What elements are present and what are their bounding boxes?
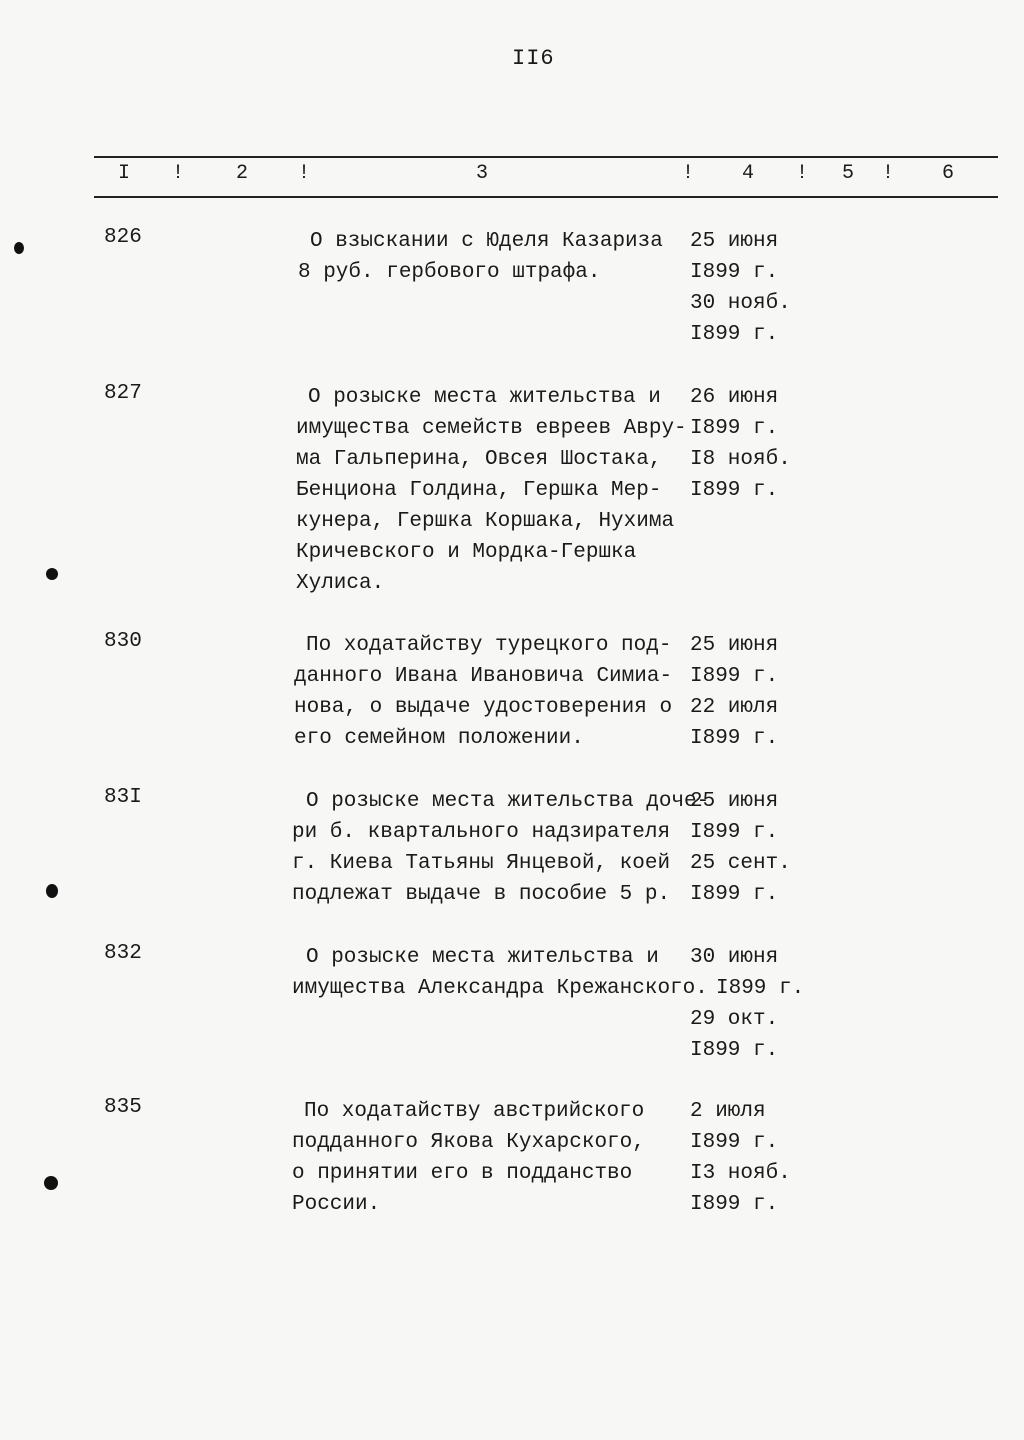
description-line: его семейном положении. [294, 727, 584, 750]
date-line: 22 июля [690, 696, 779, 719]
column-separator: ! [882, 162, 895, 185]
description-line: имущества семейств евреев Авру- [296, 417, 687, 440]
description-line: о принятии его в подданство [292, 1162, 633, 1185]
column-separator: ! [172, 162, 185, 185]
date-line: 25 июня [690, 634, 779, 657]
description-line: О взыскании с Юделя Казариза [310, 230, 663, 253]
date-line: I899 г. [690, 417, 779, 440]
description-line: России. [292, 1193, 381, 1216]
date-line: I899 г. [690, 1039, 779, 1062]
column-header-2: 2 [236, 162, 249, 185]
description-line: По ходатайству турецкого под- [306, 634, 672, 657]
entry-description [292, 382, 692, 599]
description-line: нова, о выдаче удостоверения о [294, 696, 673, 719]
column-header-5: 5 [842, 162, 855, 185]
date-line: I8 нояб. [690, 448, 791, 471]
date-line: I899 г. [690, 821, 779, 844]
binder-hole-mark [46, 884, 58, 898]
date-line: I899 г. [690, 479, 779, 502]
column-header-1: I [118, 162, 131, 185]
entry-description [292, 226, 692, 288]
date-line: I899 г. [690, 1193, 779, 1216]
date-line: 30 июня [690, 946, 779, 969]
date-line: I899 г. [690, 883, 779, 906]
description-line: данного Ивана Ивановича Симиа- [294, 665, 673, 688]
description-line: Кричевского и Мордка-Гершка [296, 541, 637, 564]
entry-dates [690, 382, 830, 506]
description-line: подданного Якова Кухарского, [292, 1131, 645, 1154]
binder-hole-mark [44, 1176, 58, 1190]
date-line: I899 г. [690, 665, 779, 688]
entry-description [292, 1096, 692, 1220]
binder-hole-mark [46, 568, 58, 580]
date-line: 25 июня [690, 230, 779, 253]
date-line: I899 г. [690, 261, 779, 284]
description-line: О розыске места жительства и [306, 946, 659, 969]
date-line: 25 июня [690, 790, 779, 813]
column-header-4: 4 [742, 162, 755, 185]
description-line: г. Киева Татьяны Янцевой, коей [292, 852, 671, 875]
description-line: По ходатайству австрийского [304, 1100, 645, 1123]
entry-number: 827 [104, 382, 142, 405]
date-line: 25 сент. [690, 852, 791, 875]
entry-dates [690, 226, 830, 350]
date-line: I3 нояб. [690, 1162, 791, 1185]
entry-number: 832 [104, 942, 142, 965]
description-line: ма Гальперина, Овсея Шостака, [296, 448, 662, 471]
entry-dates [690, 942, 830, 1066]
date-line: 2 июля [690, 1100, 766, 1123]
entry-description [292, 630, 692, 754]
date-line: I899 г. [716, 977, 805, 1000]
entry-dates [690, 786, 830, 910]
header-bottom-rule [94, 196, 998, 198]
header-top-rule [94, 156, 998, 158]
description-line: 8 руб. гербового штрафа. [298, 261, 601, 284]
description-line: О розыске места жительства и [308, 386, 661, 409]
page-number: II6 [512, 46, 555, 71]
column-header-3: 3 [476, 162, 489, 185]
entry-number: 83I [104, 786, 142, 809]
entry-description [292, 786, 710, 910]
entry-number: 830 [104, 630, 142, 653]
binder-hole-mark [14, 242, 24, 254]
description-line: Хулиса. [296, 572, 385, 595]
description-line: кунера, Гершка Коршака, Нухима [296, 510, 675, 533]
entry-dates [690, 630, 830, 754]
column-header-6: 6 [942, 162, 955, 185]
date-line: I899 г. [690, 323, 779, 346]
date-line: I899 г. [690, 727, 779, 750]
description-line: имущества Александра Крежанского. [292, 977, 708, 1000]
entry-dates [690, 1096, 830, 1220]
entry-number: 826 [104, 226, 142, 249]
column-separator: ! [796, 162, 809, 185]
date-line: I899 г. [690, 1131, 779, 1154]
date-line: 29 окт. [690, 1008, 779, 1031]
column-separator: ! [298, 162, 311, 185]
description-line: ри б. квартального надзирателя [292, 821, 671, 844]
date-line: 26 июня [690, 386, 779, 409]
description-line: О розыске места жительства доче- [306, 790, 710, 813]
entry-description [292, 942, 708, 1004]
description-line: подлежат выдаче в пособие 5 р. [292, 883, 671, 906]
column-separator: ! [682, 162, 695, 185]
description-line: Бенциона Голдина, Гершка Мер- [296, 479, 662, 502]
date-line: 30 нояб. [690, 292, 791, 315]
entry-number: 835 [104, 1096, 142, 1119]
